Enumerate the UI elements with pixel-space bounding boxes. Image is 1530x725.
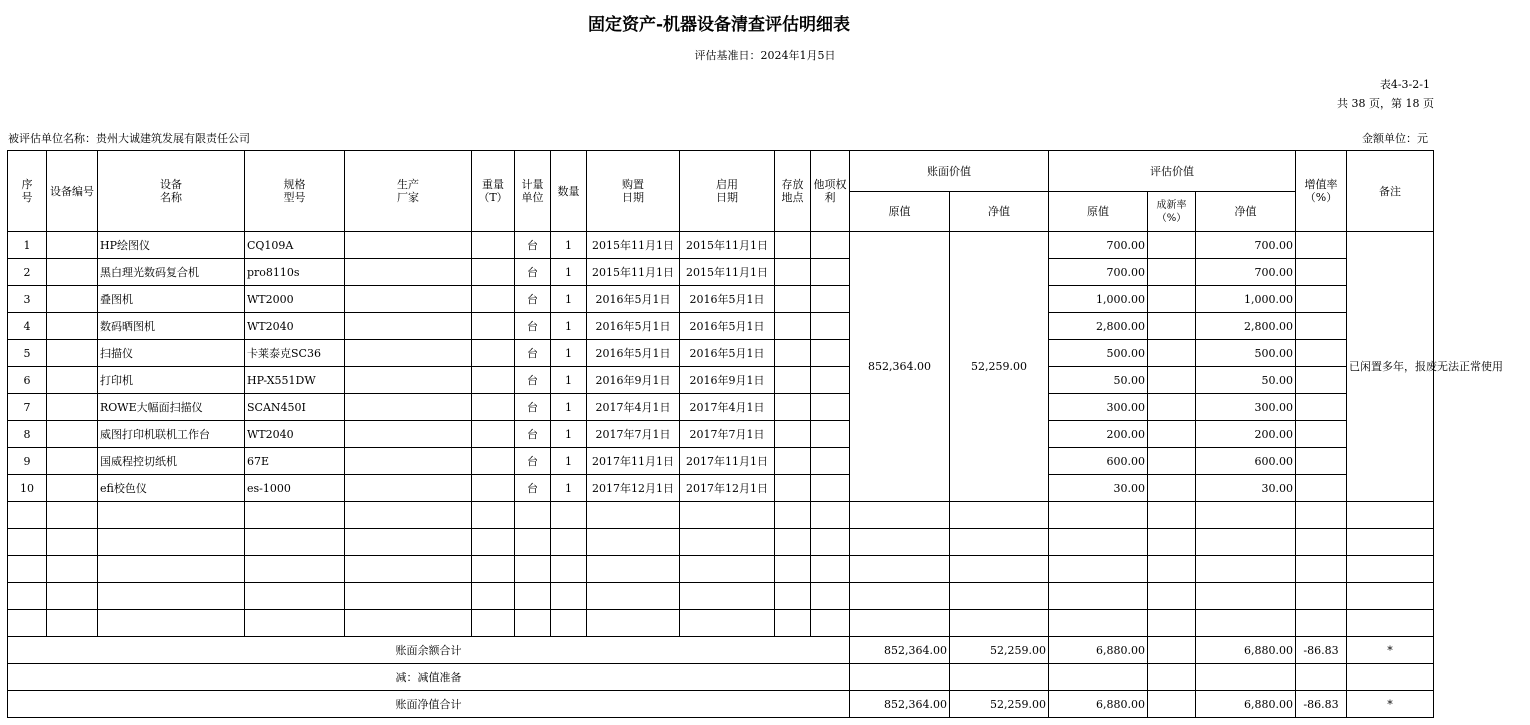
cell-unit: 台 [515,313,551,340]
cell-new-rate [1148,232,1196,259]
header-new-rate: 成新率（%） [1148,192,1196,232]
cell-eval-orig: 30.00 [1049,475,1148,502]
cell-eval-net: 200.00 [1196,421,1296,448]
cell-weight [472,448,515,475]
table-row [8,448,1434,475]
summary-book-orig: 852,364.00 [850,637,950,664]
cell-model: 67E [245,448,345,475]
cell-eval-net: 700.00 [1196,232,1296,259]
cell-other-rights [811,394,850,421]
cell-maker [345,367,472,394]
cell-eval-net: 2,800.00 [1196,313,1296,340]
cell-purchase-date: 2016年9月1日 [587,367,680,394]
cell-location [775,259,811,286]
cell-equip-no [47,367,98,394]
cell-qty: 1 [551,286,587,313]
cell-weight [472,367,515,394]
table-row [8,367,1434,394]
header-remark: 备注 [1347,151,1434,232]
cell-increase-rate [1296,259,1347,286]
table-row [8,286,1434,313]
cell-model: CQ109A [245,232,345,259]
cell-other-rights [811,340,850,367]
cell-location [775,232,811,259]
cell-eval-net: 1,000.00 [1196,286,1296,313]
header-seq: 序号 [8,151,47,232]
table-number: 表4-3-2-1 [1379,78,1430,91]
cell-increase-rate [1296,286,1347,313]
cell-other-rights [811,475,850,502]
cell-book-orig-merged: 852,364.00 [850,232,950,502]
cell-purchase-date: 2015年11月1日 [587,259,680,286]
cell-eval-net: 500.00 [1196,340,1296,367]
cell-start-date: 2016年9月1日 [680,367,775,394]
cell-new-rate [1148,286,1196,313]
cell-new-rate [1148,340,1196,367]
cell-start-date: 2016年5月1日 [680,286,775,313]
cell-purchase-date: 2016年5月1日 [587,340,680,367]
page-info: 共 38 页，第 18 页 [1337,97,1434,110]
header-eval-orig: 原值 [1049,192,1148,232]
cell-maker [345,421,472,448]
cell-location [775,448,811,475]
summary-remark: * [1347,691,1434,718]
header-model: 规格型号 [245,151,345,232]
header-unit: 计量单位 [515,151,551,232]
cell-qty: 1 [551,259,587,286]
summary-eval-net: 6,880.00 [1196,691,1296,718]
cell-new-rate [1148,367,1196,394]
cell-eval-orig: 600.00 [1049,448,1148,475]
cell-qty: 1 [551,313,587,340]
header-start-date: 启用日期 [680,151,775,232]
cell-weight [472,421,515,448]
cell-weight [472,259,515,286]
cell-name: 打印机 [98,367,245,394]
cell-other-rights [811,313,850,340]
cell-eval-orig: 50.00 [1049,367,1148,394]
cell-increase-rate [1296,232,1347,259]
cell-equip-no [47,286,98,313]
base-date: 评估基准日：2024年1月5日 [694,49,836,62]
cell-increase-rate [1296,421,1347,448]
empty-row [8,529,1434,556]
cell-weight [472,475,515,502]
cell-eval-orig: 700.00 [1049,232,1148,259]
table-row [8,475,1434,502]
cell-other-rights [811,259,850,286]
cell-model: WT2040 [245,421,345,448]
cell-new-rate [1148,313,1196,340]
cell-new-rate [1148,448,1196,475]
cell-start-date: 2016年5月1日 [680,313,775,340]
cell-start-date: 2017年4月1日 [680,394,775,421]
cell-purchase-date: 2016年5月1日 [587,286,680,313]
table-row [8,394,1434,421]
cell-new-rate [1148,475,1196,502]
cell-qty: 1 [551,394,587,421]
summary-label: 减：减值准备 [8,664,850,691]
summary-increase-rate [1296,664,1347,691]
summary-eval-net: 6,880.00 [1196,637,1296,664]
cell-weight [472,286,515,313]
cell-start-date: 2016年5月1日 [680,340,775,367]
header-book-value: 账面价值 [850,151,1049,192]
summary-row-book-balance [8,637,1434,664]
summary-increase-rate: -86.83 [1296,637,1347,664]
cell-increase-rate [1296,475,1347,502]
empty-row [8,556,1434,583]
summary-increase-rate: -86.83 [1296,691,1347,718]
cell-start-date: 2017年7月1日 [680,421,775,448]
cell-unit: 台 [515,340,551,367]
cell-purchase-date: 2015年11月1日 [587,232,680,259]
cell-increase-rate [1296,448,1347,475]
cell-name: 扫描仪 [98,340,245,367]
summary-book-orig [850,664,950,691]
cell-other-rights [811,421,850,448]
cell-weight [472,232,515,259]
cell-seq: 6 [8,367,47,394]
cell-equip-no [47,232,98,259]
cell-location [775,367,811,394]
cell-start-date: 2015年11月1日 [680,232,775,259]
cell-new-rate [1148,394,1196,421]
cell-equip-no [47,475,98,502]
cell-model: es-1000 [245,475,345,502]
cell-unit: 台 [515,259,551,286]
cell-eval-orig: 500.00 [1049,340,1148,367]
cell-unit: 台 [515,232,551,259]
header-location: 存放地点 [775,151,811,232]
header-eval-net: 净值 [1196,192,1296,232]
header-qty: 数量 [551,151,587,232]
cell-seq: 4 [8,313,47,340]
empty-row [8,610,1434,637]
cell-name: 国威程控切纸机 [98,448,245,475]
cell-name: 黑白理光数码复合机 [98,259,245,286]
summary-row-impairment [8,664,1434,691]
header-book-net: 净值 [950,192,1049,232]
cell-other-rights [811,367,850,394]
cell-purchase-date: 2017年7月1日 [587,421,680,448]
header-equip-name: 设备名称 [98,151,245,232]
cell-model: SCAN450I [245,394,345,421]
table-row [8,259,1434,286]
cell-location [775,313,811,340]
cell-qty: 1 [551,232,587,259]
cell-increase-rate [1296,367,1347,394]
cell-increase-rate [1296,340,1347,367]
cell-weight [472,340,515,367]
header-increase-rate: 增值率（%） [1296,151,1347,232]
header-equip-no: 设备编号 [47,151,98,232]
cell-unit: 台 [515,475,551,502]
cell-equip-no [47,259,98,286]
cell-equip-no [47,394,98,421]
cell-maker [345,448,472,475]
cell-eval-orig: 700.00 [1049,259,1148,286]
cell-remark-merged: 已闲置多年，报废无法正常使用 [1347,232,1434,502]
cell-seq: 8 [8,421,47,448]
empty-row [8,583,1434,610]
header-other-rights: 他项权利 [811,151,850,232]
cell-name: ROWE大幅面扫描仪 [98,394,245,421]
cell-location [775,340,811,367]
cell-qty: 1 [551,340,587,367]
cell-seq: 7 [8,394,47,421]
cell-eval-orig: 1,000.00 [1049,286,1148,313]
summary-eval-orig: 6,880.00 [1049,637,1148,664]
cell-maker [345,340,472,367]
cell-location [775,475,811,502]
cell-eval-orig: 300.00 [1049,394,1148,421]
summary-new-rate [1148,664,1196,691]
cell-unit: 台 [515,448,551,475]
empty-row [8,502,1434,529]
cell-eval-orig: 2,800.00 [1049,313,1148,340]
cell-qty: 1 [551,367,587,394]
cell-equip-no [47,313,98,340]
summary-book-orig: 852,364.00 [850,691,950,718]
table-row [8,340,1434,367]
table-row [8,232,1434,259]
cell-increase-rate [1296,313,1347,340]
cell-unit: 台 [515,394,551,421]
summary-eval-orig: 6,880.00 [1049,691,1148,718]
cell-name: 数码晒图机 [98,313,245,340]
summary-book-net [950,664,1049,691]
cell-other-rights [811,448,850,475]
cell-seq: 10 [8,475,47,502]
cell-maker [345,475,472,502]
cell-maker [345,286,472,313]
summary-new-rate [1148,691,1196,718]
cell-weight [472,313,515,340]
cell-qty: 1 [551,421,587,448]
cell-maker [345,313,472,340]
cell-eval-net: 700.00 [1196,259,1296,286]
cell-book-net-merged: 52,259.00 [950,232,1049,502]
cell-name: 叠图机 [98,286,245,313]
cell-seq: 5 [8,340,47,367]
cell-name: HP绘图仪 [98,232,245,259]
cell-increase-rate [1296,394,1347,421]
cell-start-date: 2015年11月1日 [680,259,775,286]
cell-other-rights [811,232,850,259]
cell-equip-no [47,421,98,448]
cell-location [775,394,811,421]
cell-purchase-date: 2017年12月1日 [587,475,680,502]
cell-qty: 1 [551,448,587,475]
summary-new-rate [1148,637,1196,664]
cell-unit: 台 [515,367,551,394]
header-book-orig: 原值 [850,192,950,232]
summary-label: 账面净值合计 [8,691,850,718]
cell-start-date: 2017年12月1日 [680,475,775,502]
cell-seq: 3 [8,286,47,313]
summary-row-net-total [8,691,1434,718]
cell-equip-no [47,340,98,367]
cell-model: 卡莱泰克SC36 [245,340,345,367]
cell-other-rights [811,286,850,313]
cell-eval-net: 600.00 [1196,448,1296,475]
cell-purchase-date: 2017年11月1日 [587,448,680,475]
cell-unit: 台 [515,421,551,448]
cell-model: pro8110s [245,259,345,286]
cell-start-date: 2017年11月1日 [680,448,775,475]
cell-eval-orig: 200.00 [1049,421,1148,448]
cell-maker [345,259,472,286]
summary-remark: * [1347,637,1434,664]
header-maker: 生产厂家 [345,151,472,232]
summary-eval-net [1196,664,1296,691]
cell-maker [345,232,472,259]
cell-eval-net: 30.00 [1196,475,1296,502]
currency-unit: 金额单位：元 [1362,132,1428,145]
cell-purchase-date: 2017年4月1日 [587,394,680,421]
page-title: 固定资产-机器设备清查评估明细表 [587,15,851,35]
cell-qty: 1 [551,475,587,502]
summary-eval-orig [1049,664,1148,691]
evaluated-unit-name: 被评估单位名称：贵州大诚建筑发展有限责任公司 [8,132,250,145]
cell-eval-net: 300.00 [1196,394,1296,421]
cell-location [775,421,811,448]
cell-location [775,286,811,313]
cell-eval-net: 50.00 [1196,367,1296,394]
cell-unit: 台 [515,286,551,313]
cell-name: 威图打印机联机工作台 [98,421,245,448]
summary-label: 账面余额合计 [8,637,850,664]
summary-book-net: 52,259.00 [950,637,1049,664]
cell-weight [472,394,515,421]
table-row [8,421,1434,448]
summary-remark [1347,664,1434,691]
cell-model: HP-X551DW [245,367,345,394]
cell-seq: 2 [8,259,47,286]
cell-name: efi校色仪 [98,475,245,502]
table-row [8,313,1434,340]
cell-seq: 1 [8,232,47,259]
cell-model: WT2040 [245,313,345,340]
cell-seq: 9 [8,448,47,475]
cell-model: WT2000 [245,286,345,313]
cell-new-rate [1148,259,1196,286]
summary-book-net: 52,259.00 [950,691,1049,718]
cell-maker [345,394,472,421]
cell-new-rate [1148,421,1196,448]
header-purchase-date: 购置日期 [587,151,680,232]
cell-equip-no [47,448,98,475]
cell-purchase-date: 2016年5月1日 [587,313,680,340]
header-eval-value: 评估价值 [1049,151,1296,192]
header-weight: 重量（T） [472,151,515,232]
equipment-table [7,150,1504,718]
